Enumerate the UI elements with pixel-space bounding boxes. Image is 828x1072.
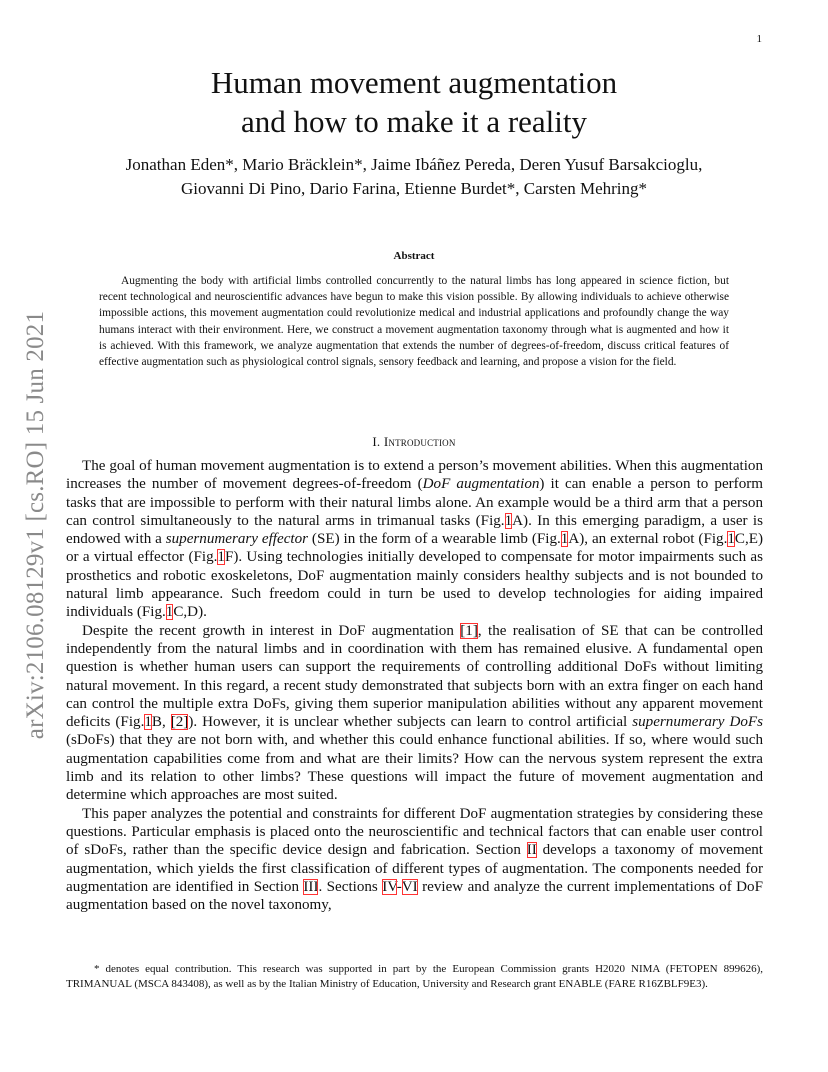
emphasis: supernumerary DoFs (632, 714, 763, 731)
abstract-heading: Abstract (393, 250, 435, 262)
paragraph-1 (66, 457, 763, 622)
text-run: review and analyze the current implementations of DoF augmentation based on the novel taxonomy, (66, 878, 763, 914)
section-link[interactable]: III (303, 878, 319, 895)
text-run: . Sections (318, 878, 383, 895)
text-run: (SE) in the form of a wearable limb (Fig. (308, 531, 561, 548)
text-run: A). In this emerging paradigm, a user is endowed with a (66, 512, 763, 548)
abstract-text: Augmenting the body with artificial limbs controlled concurrently to the natural limbs has long appeared in science fiction, but recent technological and neuroscientific advances have begun to make this vision possible. By allowing individuals to achieve otherwise impossible actions, this movement augmentation could revolutionize medical and industrial applications and profoundly change the way humans interact with their environment. Here, we construct a movement augmentation taxonomy through what is augmented and how it is achieved. With this framework, we analyze augmentation that extends the number of degrees-of-freedom, discuss critical features of effective augmentation such as physiological control signals, sensory feedback and learning, and propose a vision for the field. (99, 275, 729, 369)
author-line-2: Giovanni Di Pino, Dario Farina, Etienne Burdet*, Carsten Mehring* (181, 179, 647, 198)
section-title: Introduction (383, 434, 456, 449)
text-run: ) it can enable a person to perform tasks that are impossible to perform with their natural limbs alone. An example would be a third arm that a person can control simultaneously to the natural arms in trimanual tasks (Fig. (66, 476, 764, 529)
text-run: - (396, 878, 402, 895)
figure-link[interactable]: 1 (727, 531, 735, 548)
footnote: * denotes equal contribution. This research was supported in part by the European Commission grants H2020 NIMA (FETOPEN 899626), TRIMANUAL (MSCA 843408), as well as by the Italian Ministry of Education, University and Research grant ENABLE (FARE R16ZBLF9E3). (66, 963, 763, 990)
citation-link[interactable]: [1] (460, 622, 478, 639)
section-link[interactable]: VI (401, 878, 418, 895)
section-number: I. (372, 434, 381, 449)
figure-link[interactable]: 1 (165, 604, 174, 621)
figure-link[interactable]: 1 (504, 512, 513, 529)
text-run: This paper analyzes the potential and constraints for different DoF augmentation strategies by considering these questions. Particular emphasis is placed onto the neuroscientific and technical factors that can enable user control of sDoFs, rather than the specific device design and fabrication. Section (66, 805, 763, 859)
emphasis: DoF augmentation (422, 476, 540, 493)
text-run: B, (151, 714, 171, 731)
text-run: develops a taxonomy of movement augmentation, which yields the first classification of different types of augmentation. The components needed for augmentation are identified in Section (66, 842, 764, 895)
title-line-1: Human movement augmentation (210, 65, 618, 100)
figure-link[interactable]: 1 (217, 549, 225, 566)
text-run: (sDoFs) that they are not born with, and whether this could enhance functional abilities. If so, where would such augmentation capabilities come from and what are their limits? How can the nervous system represent the extra limb and its relation to other limbs? These questions will impact the future of movement augmentation and determine which approaches are most suited. (66, 732, 763, 804)
paper-title (0, 63, 828, 141)
text-run: Despite the recent growth in interest in DoF augmentation (82, 622, 461, 639)
page-number: 1 (756, 33, 762, 45)
title-line-2: and how to make it a reality (240, 104, 588, 139)
section-link[interactable]: II (526, 842, 537, 859)
emphasis: supernumerary effector (165, 531, 309, 548)
text-run: The goal of human movement augmentation is to extend a person’s movement abilities. When this augmentation increases the number of movement degrees-of-freedom ( (66, 458, 763, 493)
text-run: C,D). (173, 604, 207, 621)
arxiv-identifier-text: arXiv:2106.08129v1 [cs.RO] 15 Jun 2021 (22, 310, 49, 740)
author-line-1: Jonathan Eden*, Mario Bräcklein*, Jaime Ibáñez Pereda, Deren Yusuf Barsakcioglu, (125, 155, 703, 174)
citation-link[interactable]: [2] (170, 714, 189, 731)
arxiv-side-identifier (12, 290, 60, 760)
figure-link[interactable]: 1 (144, 714, 152, 731)
figure-link[interactable]: 1 (560, 531, 569, 548)
body-text (66, 457, 763, 914)
paragraph-2 (66, 622, 763, 805)
paragraph-3 (66, 805, 763, 915)
text-run: ). However, it is unclear whether subjects can learn to control artificial (188, 714, 633, 731)
section-heading (0, 434, 828, 450)
text-run: F). Using technologies initially developed to compensate for motor impairments such as prosthetics and robotic exoskeletons, DoF augmentation mainly considers healthy subjects and is not bounded to natural limb appearance. Such freedom could in turn be used to develop technologies for aiding impaired individuals (Fig. (66, 549, 763, 621)
text-run: A), an external robot (Fig. (568, 531, 728, 548)
text-run: C,E) or a virtual effector (Fig. (66, 531, 763, 566)
text-run: , the realisation of SE that can be controlled independently from the natural limbs and in coordination with them has remained elusive. A fundamental open question is whether human users can support the requirements of controlling additional DoFs without limiting natural movement. In this regard, a recent study demonstrated that subjects born with an extra finger on each hand can control the multiple extra DoFs, giving them superior manipulation abilities without any apparent movement deficits (Fig. (66, 622, 763, 731)
section-link[interactable]: IV (382, 878, 397, 895)
author-list (60, 153, 768, 201)
